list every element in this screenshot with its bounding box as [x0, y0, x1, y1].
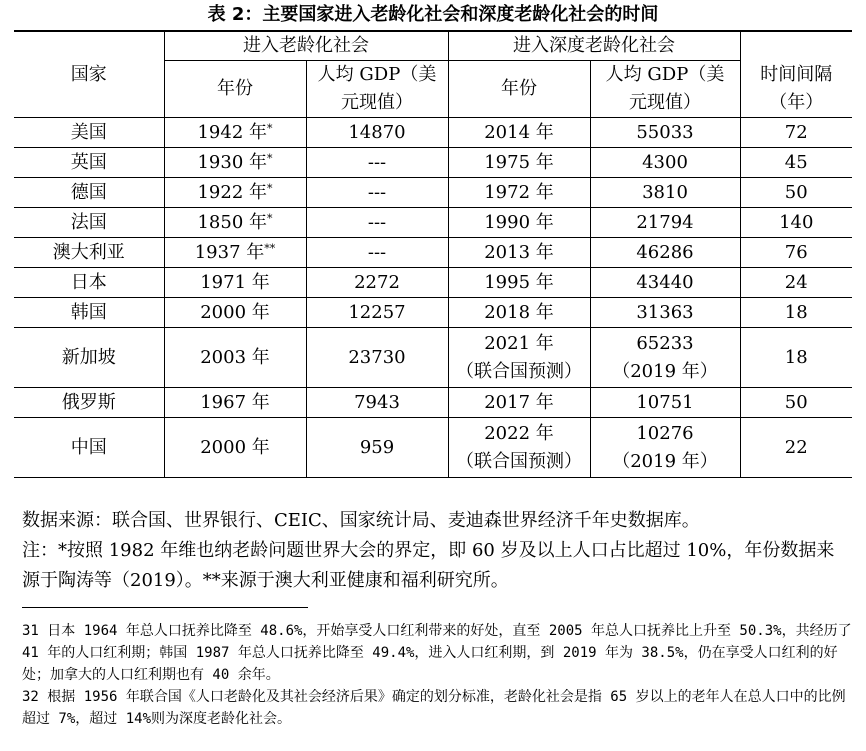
cell-country: 美国	[14, 118, 164, 148]
table-body	[14, 118, 852, 478]
cell-interval: 50	[740, 388, 852, 418]
cell-interval: 140	[740, 208, 852, 238]
cell-interval: 18	[740, 298, 852, 328]
cell-gdp-aging: 7943	[306, 388, 448, 418]
footnote-mark: **	[264, 241, 276, 255]
cell-gdp-aging: 959	[306, 418, 448, 478]
cell-gdp-deep: 31363	[590, 298, 740, 328]
table-row	[14, 208, 852, 238]
cell-gdp-deep: 21794	[590, 208, 740, 238]
footnote-divider	[22, 607, 308, 608]
header-year-2: 年份	[448, 61, 590, 118]
table-row	[14, 298, 852, 328]
cell-gdp-deep: 55033	[590, 118, 740, 148]
header-interval: 时间间隔 （年）	[740, 61, 852, 118]
cell-gdp-aging: 2272	[306, 268, 448, 298]
cell-interval: 24	[740, 268, 852, 298]
cell-interval: 76	[740, 238, 852, 268]
cell-year-aging: 1937 年**	[164, 238, 306, 268]
table-row	[14, 388, 852, 418]
cell-year-deep: 2018 年	[448, 298, 590, 328]
cell-gdp-aging: ---	[306, 148, 448, 178]
cell-interval: 72	[740, 118, 852, 148]
cell-gdp-deep: 10751	[590, 388, 740, 418]
cell-year-deep: 2017 年	[448, 388, 590, 418]
cell-gdp-deep: 46286	[590, 238, 740, 268]
cell-gdp-deep: 65233 （2019 年）	[590, 328, 740, 388]
cell-gdp-deep: 43440	[590, 268, 740, 298]
footnote-32: 32 根据 1956 年联合国《人口老龄化及其社会经济后果》确定的划分标准，老龄化社会是指 65 岁以上的老年人在总人口中的比例超过 7%，超过 14%则为深度老龄化社会。	[22, 689, 846, 727]
cell-gdp-aging: 23730	[306, 328, 448, 388]
header-country: 国家	[14, 31, 164, 118]
table-note: 注：*按照 1982 年维也纳老龄问题世界大会的界定，即 60 岁及以上人口占比超过 10%，年份数据来源于陶涛等（2019）。**来源于澳大利亚健康和福利研究所。	[22, 540, 835, 591]
cell-gdp-aging: ---	[306, 208, 448, 238]
cell-year-aging: 1922 年*	[164, 178, 306, 208]
cell-interval: 45	[740, 148, 852, 178]
cell-country: 俄罗斯	[14, 388, 164, 418]
cell-gdp-aging: 12257	[306, 298, 448, 328]
cell-year-aging: 2000 年	[164, 418, 306, 478]
aging-table	[14, 30, 852, 478]
cell-interval: 22	[740, 418, 852, 478]
table-row	[14, 418, 852, 478]
cell-interval: 50	[740, 178, 852, 208]
footnote-mark: *	[267, 181, 273, 195]
cell-country: 澳大利亚	[14, 238, 164, 268]
cell-gdp-aging: ---	[306, 238, 448, 268]
header-gdp-1: 人均 GDP（美 元现值）	[306, 61, 448, 118]
table-row	[14, 118, 852, 148]
header-deep-aging: 进入深度老龄化社会	[448, 31, 740, 61]
cell-year-aging: 1971 年	[164, 268, 306, 298]
cell-country: 法国	[14, 208, 164, 238]
cell-year-deep: 1995 年	[448, 268, 590, 298]
cell-year-deep: 1990 年	[448, 208, 590, 238]
cell-gdp-deep: 4300	[590, 148, 740, 178]
cell-year-deep: 1972 年	[448, 178, 590, 208]
header-aging: 进入老龄化社会	[164, 31, 448, 61]
table-title: 表 2：主要国家进入老龄化社会和深度老龄化社会的时间	[207, 4, 659, 25]
cell-gdp-deep: 3810	[590, 178, 740, 208]
cell-country: 新加坡	[14, 328, 164, 388]
footnote-31: 31 日本 1964 年总人口抚养比降至 48.6%，开始享受人口红利带来的好处，直至 2005 年总人口抚养比上升至 50.3%，共经历了 41 年的人口红利期；韩国 1987 年总人口抚养比降至 49.4%，进入人口红利期，到 2019 年为 38.5%，仍在享受人口红利的好处；加拿大的人口红利期也有 40 余年。	[22, 623, 852, 683]
table-row	[14, 328, 852, 388]
footnotes	[22, 620, 852, 730]
header-year-1: 年份	[164, 61, 306, 118]
cell-country: 韩国	[14, 298, 164, 328]
cell-year-deep: 1975 年	[448, 148, 590, 178]
data-source: 数据来源：联合国、世界银行、CEIC、国家统计局、麦迪森世界经济千年史数据库。	[22, 510, 700, 531]
cell-country: 日本	[14, 268, 164, 298]
cell-year-deep: 2022 年 （联合国预测）	[448, 418, 590, 478]
cell-year-aging: 1942 年*	[164, 118, 306, 148]
cell-gdp-deep: 10276 （2019 年）	[590, 418, 740, 478]
table-row	[14, 268, 852, 298]
cell-year-aging: 2003 年	[164, 328, 306, 388]
cell-interval: 18	[740, 328, 852, 388]
table-row	[14, 178, 852, 208]
cell-year-deep: 2021 年 （联合国预测）	[448, 328, 590, 388]
cell-gdp-aging: 14870	[306, 118, 448, 148]
cell-year-aging: 2000 年	[164, 298, 306, 328]
cell-year-aging: 1967 年	[164, 388, 306, 418]
cell-country: 英国	[14, 148, 164, 178]
footnote-mark: *	[267, 151, 273, 165]
cell-country: 德国	[14, 178, 164, 208]
source-notes	[22, 506, 852, 596]
cell-year-aging: 1850 年*	[164, 208, 306, 238]
cell-year-deep: 2013 年	[448, 238, 590, 268]
cell-country: 中国	[14, 418, 164, 478]
footnote-mark: *	[267, 211, 273, 225]
cell-gdp-aging: ---	[306, 178, 448, 208]
header-gdp-2: 人均 GDP（美 元现值）	[590, 61, 740, 118]
cell-year-deep: 2014 年	[448, 118, 590, 148]
table-row	[14, 238, 852, 268]
table-row	[14, 148, 852, 178]
cell-year-aging: 1930 年*	[164, 148, 306, 178]
footnote-mark: *	[267, 121, 273, 135]
